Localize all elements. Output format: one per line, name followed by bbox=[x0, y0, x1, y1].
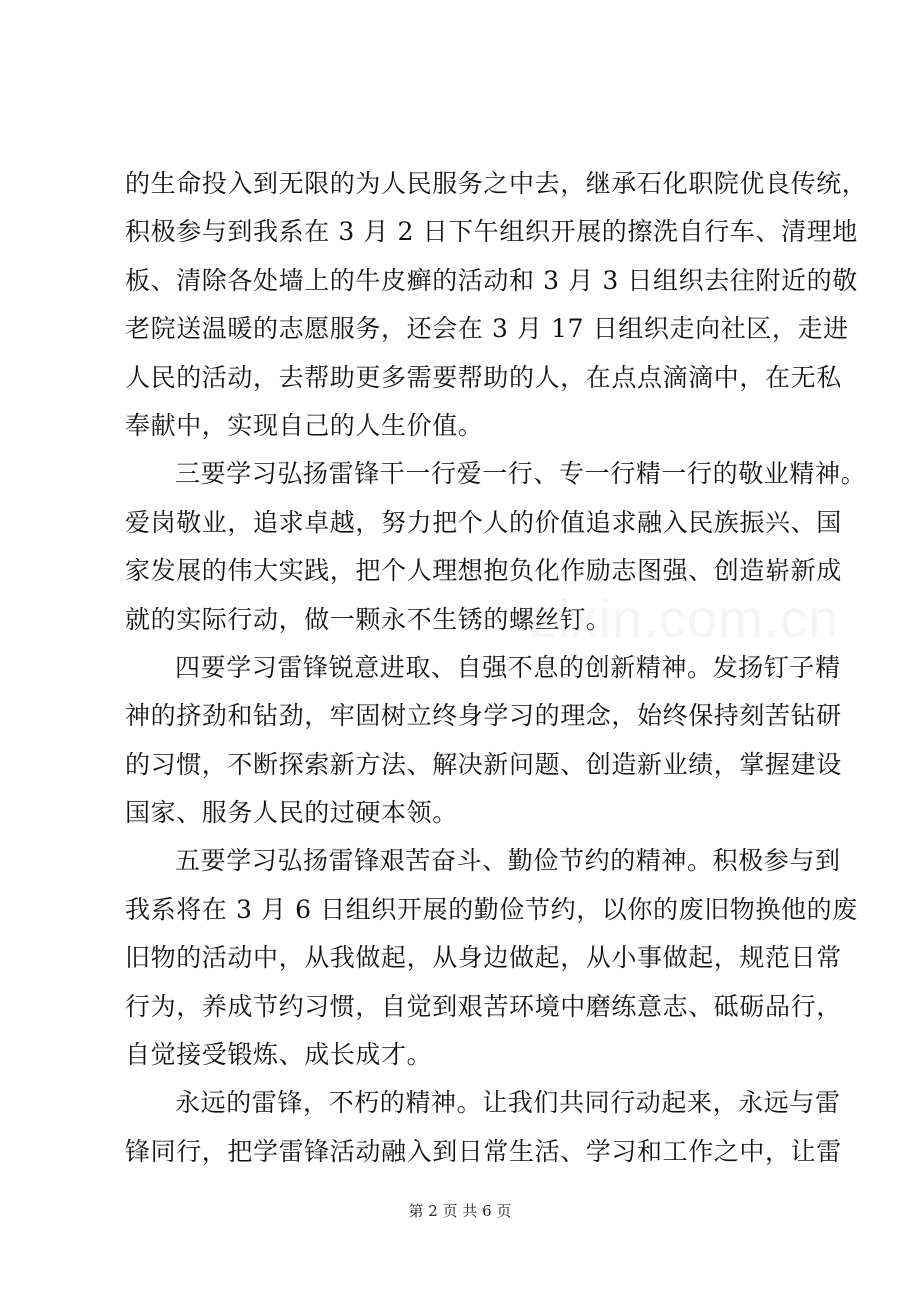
text-line: 行为，养成节约习惯，自觉到艰苦环境中磨练意志、砥砺品行， bbox=[125, 991, 842, 1021]
text-line: 老院送温暖的志愿服务，还会在 3 月 17 日组织走向社区，走进 bbox=[125, 314, 849, 344]
text-line: 自觉接受锻炼、成长成才。 bbox=[125, 1040, 433, 1070]
watermark: zixin.com.cn bbox=[530, 589, 840, 649]
page-number-footer: 第 2 页 共 6 页 bbox=[408, 1202, 512, 1220]
text-line: 我系将在 3 月 6 日组织开展的勤俭节约，以你的废旧物换他的废 bbox=[125, 894, 858, 924]
paragraph-start-line: 永远的雷锋，不朽的精神。让我们共同行动起来，永远与雷 bbox=[175, 1088, 841, 1118]
text-line: 人民的活动，去帮助更多需要帮助的人，在点点滴滴中，在无私 bbox=[125, 362, 842, 392]
text-line: 的生命投入到无限的为人民服务之中去，继承石化职院优良传统， bbox=[125, 169, 868, 198]
text-line: 国家、服务人民的过硬本领。 bbox=[125, 798, 458, 828]
text-line: 奉献中，实现自己的人生价值。 bbox=[125, 410, 484, 440]
text-line: 板、清除各处墙上的牛皮癣的活动和 3 月 3 日组织去往附近的敬 bbox=[125, 265, 858, 295]
text-line: 家发展的伟大实践，把个人理想抱负化作励志图强、创造崭新成 bbox=[125, 556, 842, 586]
paragraph-start-line: 五要学习弘扬雷锋艰苦奋斗、勤俭节约的精神。积极参与到 bbox=[175, 846, 841, 876]
text-line: 爱岗敬业，追求卓越，努力把个人的价值追求融入民族振兴、国 bbox=[125, 507, 842, 537]
text-line: 积极参与到我系在 3 月 2 日下午组织开展的擦洗自行车、清理地 bbox=[125, 217, 858, 247]
paragraph-start-line: 四要学习雷锋锐意进取、自强不息的创新精神。发扬钉子精 bbox=[175, 652, 841, 682]
text-line: 锋同行，把学雷锋活动融入到日常生活、学习和工作之中，让雷 bbox=[125, 1136, 842, 1166]
text-line: 旧物的活动中，从我做起，从身边做起，从小事做起，规范日常 bbox=[125, 943, 842, 973]
document-body bbox=[125, 160, 868, 1176]
paragraph-start-line: 三要学习弘扬雷锋干一行爱一行、专一行精一行的敬业精神。 bbox=[175, 459, 867, 489]
text-line: 的习惯，不断探索新方法、解决新问题、创造新业绩，掌握建设 bbox=[125, 749, 842, 779]
text-line: 就的实际行动，做一颗永不生锈的螺丝钉。 bbox=[125, 604, 612, 634]
text-line: 神的挤劲和钻劲，牢固树立终身学习的理念，始终保持刻苦钻研 bbox=[125, 701, 842, 731]
